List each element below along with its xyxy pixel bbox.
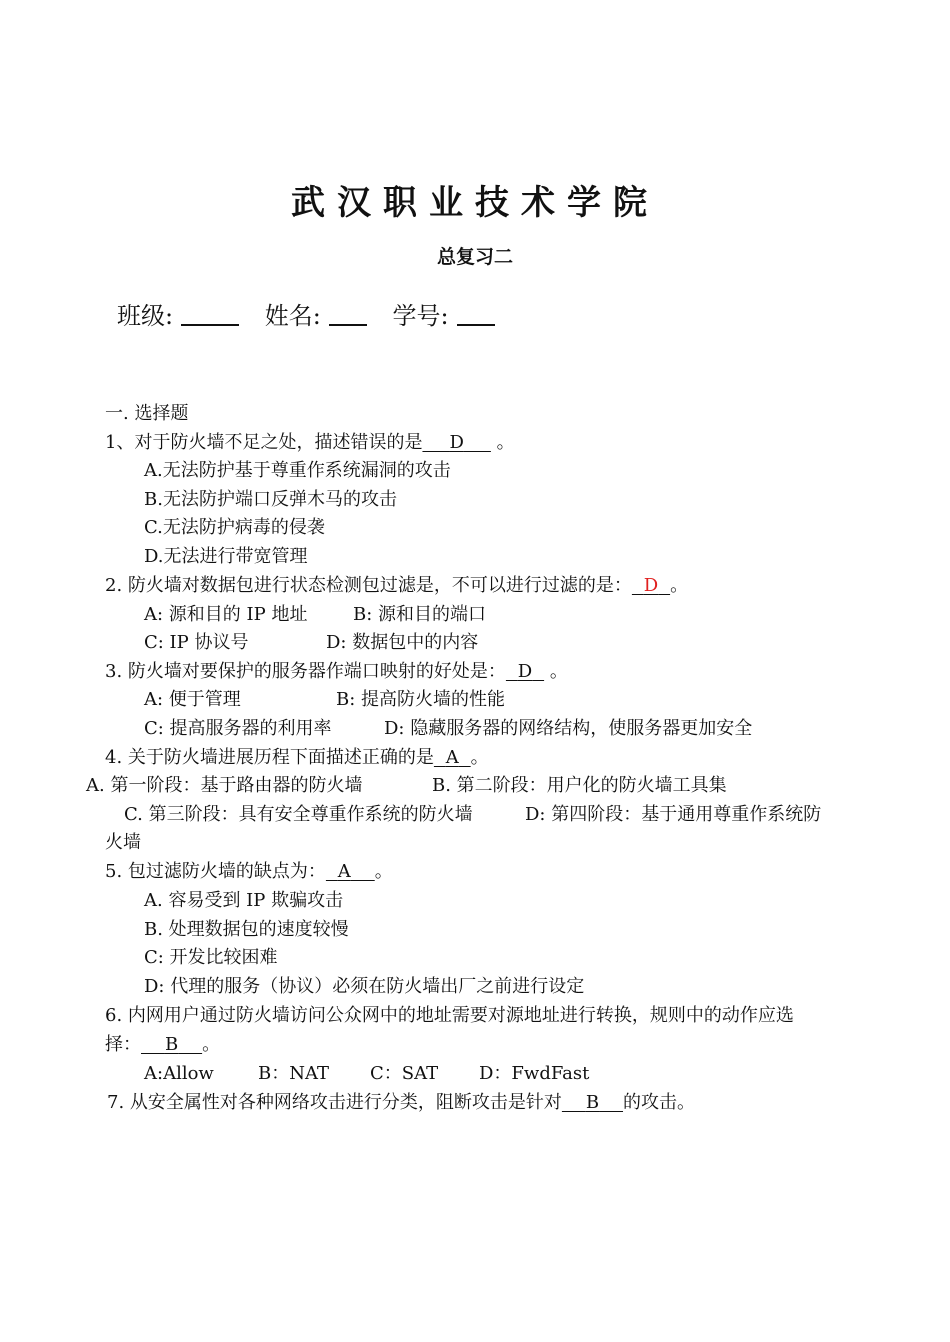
- question-2-tail: 。: [670, 575, 689, 596]
- question-1-tail: 。: [490, 432, 515, 453]
- question-7-answer: B: [585, 1092, 600, 1113]
- question-5-answer: A: [337, 861, 351, 882]
- question-2-option-d: D: 数据包中的内容: [326, 632, 479, 653]
- question-2: [105, 574, 688, 598]
- student-info: [117, 296, 503, 331]
- question-4-answer: A: [445, 747, 459, 768]
- question-5-option-b: B. 处理数据包的速度较慢: [144, 919, 349, 940]
- school-title: 武汉职业技术学院: [291, 183, 659, 223]
- question-5-stem: 5. 包过滤防火墙的缺点为：: [105, 861, 326, 882]
- question-4-option-b: B. 第二阶段：用户化的防火墙工具集: [432, 775, 727, 796]
- question-4-option-c: C. 第三阶段：具有安全尊重作系统的防火墙: [124, 804, 473, 825]
- class-blank: [181, 302, 239, 326]
- class-label: 班级:: [117, 302, 174, 330]
- name-label: 姓名:: [264, 302, 321, 330]
- question-6-option-b: B：NAT: [258, 1063, 329, 1084]
- question-5-option-d: D: 代理的服务（协议）必须在防火墙出厂之前进行设定: [144, 976, 585, 997]
- question-4-tail: 。: [470, 747, 489, 768]
- question-6-stem-end: 择：: [105, 1034, 141, 1055]
- question-1-answer: D: [449, 432, 464, 453]
- question-5-tail: 。: [374, 861, 393, 882]
- question-1-stem: 1、对于防火墙不足之处，描述错误的是: [105, 432, 423, 453]
- question-4-stem: 4. 关于防火墙进展历程下面描述正确的是: [105, 747, 434, 768]
- question-5-option-a: A. 容易受到 IP 欺骗攻击: [144, 890, 344, 911]
- question-5: [105, 860, 393, 884]
- question-1-option-a: A.无法防护基于尊重作系统漏洞的攻击: [144, 460, 451, 481]
- question-1-option-c: C.无法防护病毒的侵袭: [144, 517, 325, 538]
- question-4-option-d: D: 第四阶段：基于通用尊重作系统防: [525, 804, 822, 825]
- question-7-tail: 的攻击。: [623, 1092, 696, 1113]
- question-3-option-a: A: 便于管理: [144, 689, 241, 710]
- question-4-option-a: A. 第一阶段：基于路由器的防火墙: [86, 775, 363, 796]
- question-2-answer: D: [643, 575, 659, 596]
- section-title: 一. 选择题: [105, 403, 189, 424]
- question-2-stem: 2. 防火墙对数据包进行状态检测包过滤是，不可以进行过滤的是：: [105, 575, 632, 596]
- id-label: 学号:: [392, 302, 449, 330]
- question-6-option-c: C：SAT: [370, 1063, 439, 1084]
- question-3-option-c: C: 提高服务器的利用率: [144, 718, 332, 739]
- question-1: [105, 431, 515, 455]
- question-3-stem: 3. 防火墙对要保护的服务器作端口映射的好处是：: [105, 661, 506, 682]
- question-3-option-b: B: 提高防火墙的性能: [336, 689, 506, 710]
- question-3-option-d: D: 隐藏服务器的网络结构，使服务器更加安全: [384, 718, 753, 739]
- question-1-option-b: B.无法防护端口反弹木马的攻击: [144, 489, 397, 510]
- question-6: 6. 内网用户通过防火墙访问公众网中的地址需要对源地址进行转换，规则中的动作应选: [105, 1005, 794, 1026]
- id-blank: [457, 302, 495, 326]
- question-5-option-c: C: 开发比较困难: [144, 947, 278, 968]
- question-2-option-c: C: IP 协议号: [144, 632, 249, 653]
- question-6-continued: [105, 1033, 220, 1057]
- question-3-answer: D: [517, 661, 533, 682]
- question-6-option-a: A:Allow: [144, 1063, 214, 1084]
- question-7-stem: 7. 从安全属性对各种网络攻击进行分类，阻断攻击是针对: [107, 1092, 562, 1113]
- question-4-option-d-continued: 火墙: [105, 832, 141, 853]
- question-3-tail: 。: [544, 661, 568, 682]
- question-7: [107, 1091, 695, 1115]
- question-6-tail: 。: [202, 1034, 221, 1055]
- name-blank: [329, 302, 367, 326]
- question-6-answer: B: [164, 1034, 179, 1055]
- document-subtitle: 总复习二: [436, 246, 513, 268]
- question-2-option-b: B: 源和目的端口: [353, 604, 487, 625]
- question-4: [105, 746, 489, 770]
- question-2-option-a: A: 源和目的 IP 地址: [144, 604, 308, 625]
- question-1-option-d: D.无法进行带宽管理: [144, 546, 308, 567]
- question-6-option-d: D：FwdFast: [479, 1063, 590, 1084]
- question-3: [105, 660, 568, 684]
